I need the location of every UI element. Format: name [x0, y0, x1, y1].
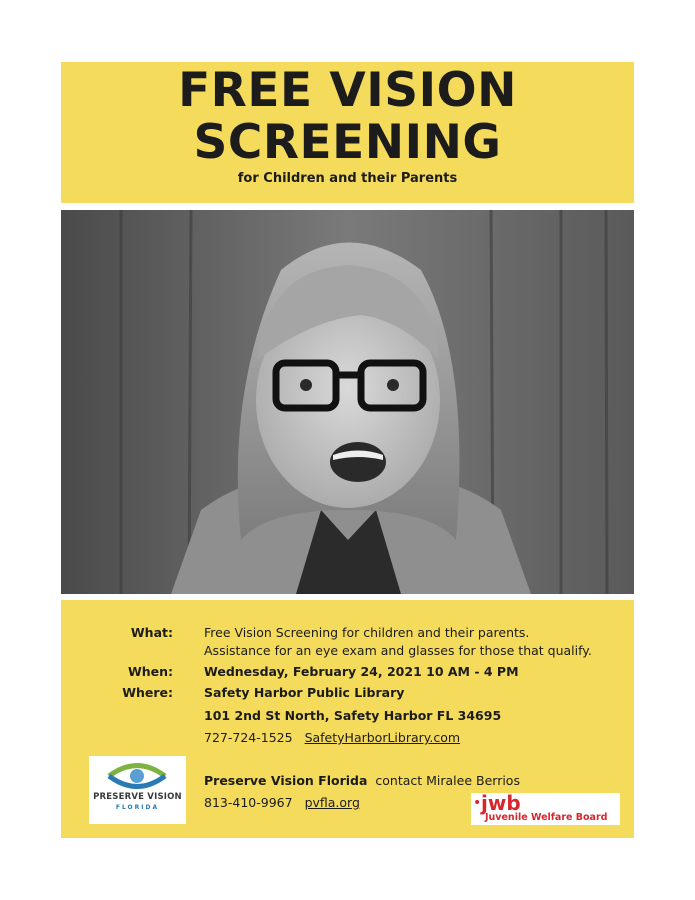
subtitle: for Children and their Parents	[237, 171, 458, 186]
jwb-logo	[471, 793, 620, 825]
preserve-contact-person: contact Miralee Berrios	[375, 773, 520, 788]
preserve-vision-logo	[89, 756, 186, 824]
preserve-phone: 813-410-9967	[204, 795, 293, 810]
preserve-org-name: Preserve Vision Florida	[204, 773, 368, 788]
jwb-dot-icon: •	[473, 795, 482, 811]
when-label: When:	[127, 664, 173, 679]
library-phone: 727-724-1525	[204, 730, 293, 745]
title-line-1: FREE VISION	[178, 63, 517, 118]
preserve-vision-state: FLORIDA	[115, 804, 160, 811]
preserve-vision-eye-icon	[107, 761, 167, 791]
where-line-2: 101 2nd St North, Safety Harbor FL 34695	[204, 708, 502, 723]
jwb-mark: jwb	[481, 791, 521, 815]
what-line-2: Assistance for an eye exam and glasses for those that qualify.	[204, 643, 592, 658]
what-label: What:	[130, 625, 173, 640]
header-banner	[61, 62, 634, 203]
child-photo	[61, 210, 634, 594]
library-website-link[interactable]: SafetyHarborLibrary.com	[304, 730, 461, 745]
where-label: Where:	[122, 685, 173, 700]
preserve-contact-line	[204, 772, 520, 789]
what-line-1: Free Vision Screening for children and their parents.	[204, 625, 530, 640]
where-line-1: Safety Harbor Public Library	[204, 685, 405, 700]
preserve-phone-line	[204, 794, 360, 811]
title-line-2: SCREENING	[193, 115, 502, 170]
jwb-name: Juvenile Welfare Board	[485, 812, 608, 823]
library-contact-line	[204, 729, 460, 746]
when-value: Wednesday, February 24, 2021 10 AM - 4 PM	[204, 664, 519, 679]
details-panel	[61, 600, 634, 838]
preserve-vision-name: PRESERVE VISION	[93, 792, 182, 802]
preserve-website-link[interactable]: pvfla.org	[304, 795, 360, 810]
